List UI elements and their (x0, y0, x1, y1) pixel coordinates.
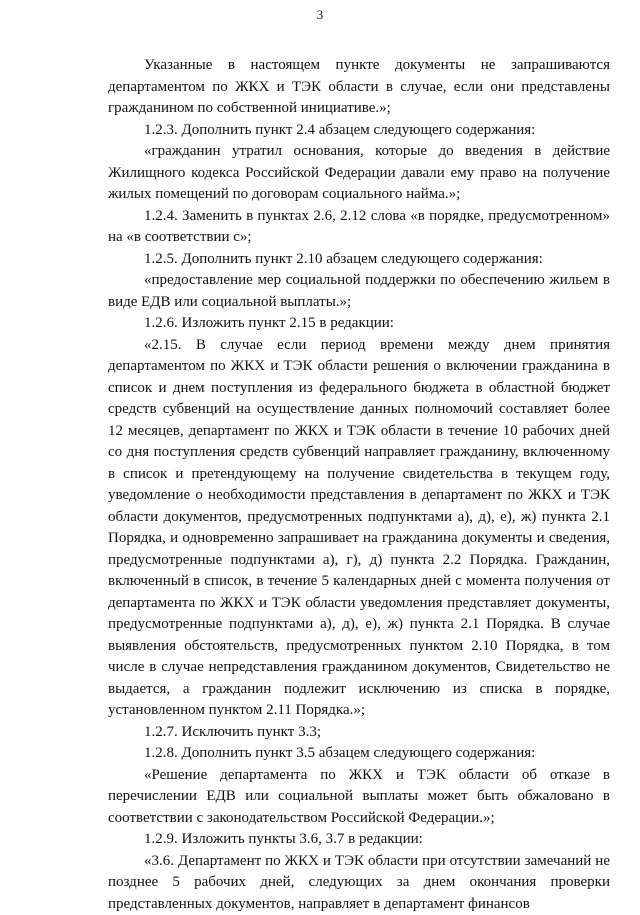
paragraph-quote-2-4: «гражданин утратил основания, которые до введения в действие Жилищного кодекса Российской Федерации давали ему право на получение жилых помещений по договорам социального найма.»; (108, 141, 610, 206)
paragraph-1-2-3: 1.2.3. Дополнить пункт 2.4 абзацем следующего содержания: (108, 120, 610, 142)
page-number: 3 (0, 7, 640, 23)
paragraph-documents-not-requested: Указанные в настоящем пункте документы не запрашиваются департаментом по ЖКХ и ТЭК области в случае, если они представлены гражданином по собственной инициативе.»; (108, 55, 610, 120)
paragraph-1-2-4: 1.2.4. Заменить в пунктах 2.6, 2.12 слова «в порядке, предусмотренном» на «в соответствии с»; (108, 206, 610, 249)
paragraph-1-2-7: 1.2.7. Исключить пункт 3.3; (108, 722, 610, 744)
paragraph-quote-2-15: «2.15. В случае если период времени между днем принятия департаментом по ЖКХ и ТЭК области решения о включении гражданина в список и днем поступления из федерального бюджета в областной бюджет средств субвенций на осуществление данных полномочий составляет более 12 месяцев, департамент по ЖКХ и ТЭК области в течение 10 рабочих дней со дня поступления средств субвенций направляет гражданину, включенному в список и претендующему на получение свидетельства в текущем году, уведомление о необходимости представления в департамент по ЖКХ и ТЭК области документов, предусмотренных подпунктами а), д), е), ж) пункта 2.1 Порядка, и одновременно запрашивает на гражданина документы и сведения, предусмотренные подпунктами а), г), д) пункта 2.2 Порядка. Гражданин, включенный в список, в течение 5 календарных дней с момента получения от департамента по ЖКХ и ТЭК области уведомления представляет документы, предусмотренные подпунктами а), д), е), ж) пункта 2.1 Порядка. В случае выявления обстоятельств, предусмотренных пунктом 2.10 Порядка, в том числе в случае непредставления гражданином документов, Свидетельство не выдается, а гражданин подлежит исключению из списка в порядке, установленном пунктом 2.11 Порядка.»; (108, 335, 610, 722)
paragraph-quote-3-5: «Решение департамента по ЖКХ и ТЭК области об отказе в перечислении ЕДВ или социальной выплаты может быть обжаловано в соответствии с законодательством Российской Федерации.»; (108, 765, 610, 830)
paragraph-1-2-9: 1.2.9. Изложить пункты 3.6, 3.7 в редакции: (108, 829, 610, 851)
paragraph-1-2-5: 1.2.5. Дополнить пункт 2.10 абзацем следующего содержания: (108, 249, 610, 271)
paragraph-quote-3-6: «3.6. Департамент по ЖКХ и ТЭК области при отсутствии замечаний не позднее 5 рабочих дней, следующих за днем окончания проверки представленных документов, направляет в департамент финансов (108, 851, 610, 915)
paragraph-1-2-6: 1.2.6. Изложить пункт 2.15 в редакции: (108, 313, 610, 335)
document-body (108, 55, 610, 915)
paragraph-quote-2-10: «предоставление мер социальной поддержки по обеспечению жильем в виде ЕДВ или социальной выплаты.»; (108, 270, 610, 313)
paragraph-1-2-8: 1.2.8. Дополнить пункт 3.5 абзацем следующего содержания: (108, 743, 610, 765)
